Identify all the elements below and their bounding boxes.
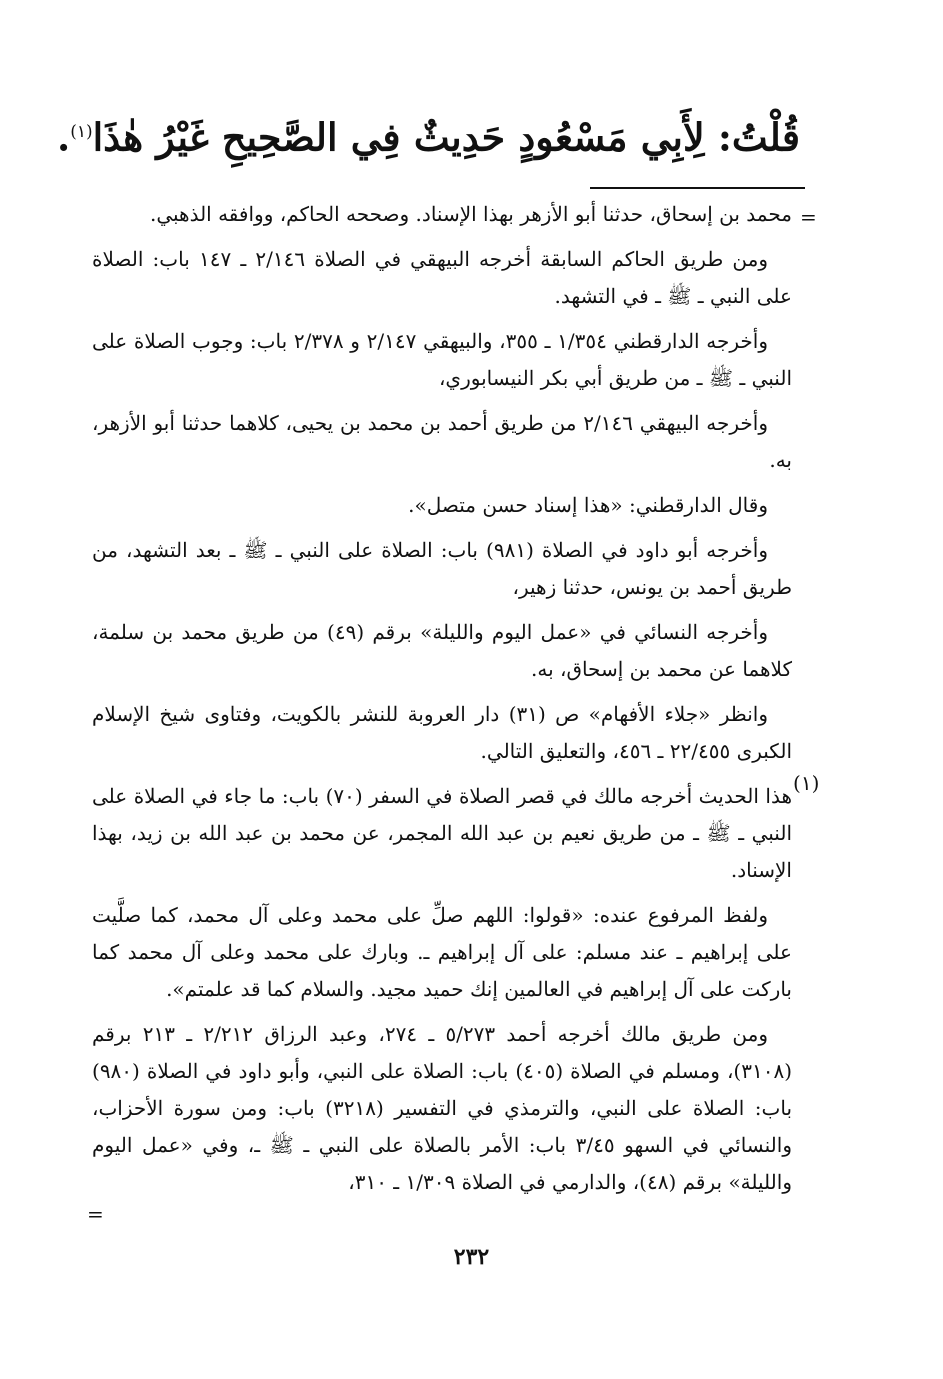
footnote-number: (١) <box>793 771 820 795</box>
footnote-paragraph: وانظر «جلاء الأفهام» ص (٣١) دار العروبة للنشر بالكويت، وفتاوى شيخ الإسلام الكبرى ٢٢/٤٥٥ ـ ٤٥٦، والتعليق التالي. <box>92 702 792 763</box>
footnote-paragraph: ولفظ المرفوع عنده: «قولوا: اللهم صلِّ على محمد وعلى آل محمد، كما صلَّيت على إبراهيم ـ عند مسلم: على آل إبراهيم ـ. وبارك على محمد وعلى آل محمد كما باركت على آل إبراهيم في العالمين إنك حميد مجيد. والسلام كما قد علمتم». <box>92 903 792 1001</box>
footnote-paragraph: محمد بن إسحاق، حدثنا أبو الأزهر بهذا الإسناد. وصححه الحاكم، ووافقه الذهبي. <box>149 202 792 226</box>
footnote-paragraph: ومن طريق مالك أخرجه أحمد ٥/٢٧٣ ـ ٢٧٤، وعبد الرزاق ٢/٢١٢ ـ ٢١٣ برقم (٣١٠٨)، ومسلم في الصلاة (٤٠٥) باب: الصلاة على النبي، وأبو داود في الصلاة (٩٨٠) باب: الصلاة على النبي، والترمذي في التفسير (٣٢١٨) باب: ومن سورة الأحزاب، والنسائي في السهو ٣/٤٥ باب: الأمر بالصلاة على النبي ـ ﷺ ـ، وفي «عمل اليوم والليلة» برقم (٤٨)، والدارمي في الصلاة ١/٣٠٩ ـ ٣١٠، <box>92 1022 793 1194</box>
footnote-one <box>92 778 792 1201</box>
footnote-reference: (١) <box>70 122 93 142</box>
footnote-paragraph: هذا الحديث أخرجه مالك في قصر الصلاة في السفر (٧٠) باب: ما جاء في الصلاة على النبي ـ ﷺ ـ من طريق نعيم بن عبد الله المجمر، عن محمد بن عبد الله بن زيد، بهذا الإسناد. <box>92 784 792 882</box>
main-heading <box>56 100 800 170</box>
footnote-paragraph: وقال الدارقطني: «هذا إسناد حسن متصل». <box>408 493 768 517</box>
footnote-paragraph: وأخرجه النسائي في «عمل اليوم والليلة» برقم (٤٩) من طريق محمد بن سلمة، كلاهما عن محمد بن إسحاق، به. <box>92 620 792 681</box>
footnote-paragraph: وأخرجه البيهقي ٢/١٤٦ من طريق أحمد بن محمد بن يحيى، كلاهما حدثنا أبو الأزهر، به. <box>92 411 792 472</box>
footnote-separator <box>590 187 805 189</box>
footnote-paragraph: وأخرجه الدارقطني ١/٣٥٤ ـ ٣٥٥، والبيهقي ٢/١٤٧ و ٢/٣٧٨ باب: وجوب الصلاة على النبي ـ ﷺ ـ من طريق أبي بكر النيسابوري، <box>92 329 792 390</box>
continues-marker: = <box>87 1202 104 1226</box>
heading-text: قُلْتُ: لِأَبِي مَسْعُودٍ حَدِيثٌ فِي الصَّحِيحِ غَيْرُ هٰذَا <box>92 114 800 160</box>
heading-end: . <box>56 114 71 160</box>
continued-marker: = <box>800 205 817 229</box>
previous-footnote-continuation <box>92 196 792 770</box>
footnote-paragraph: وأخرجه أبو داود في الصلاة (٩٨١) باب: الصلاة على النبي ـ ﷺ ـ بعد التشهد، من طريق أحمد بن يونس، حدثنا زهير، <box>92 538 792 599</box>
page-number: ٢٣٢ <box>453 1244 490 1270</box>
footnotes-area <box>92 196 792 1209</box>
footnote-paragraph: ومن طريق الحاكم السابقة أخرجه البيهقي في الصلاة ٢/١٤٦ ـ ١٤٧ باب: الصلاة على النبي ـ ﷺ ـ في التشهد. <box>92 247 792 308</box>
